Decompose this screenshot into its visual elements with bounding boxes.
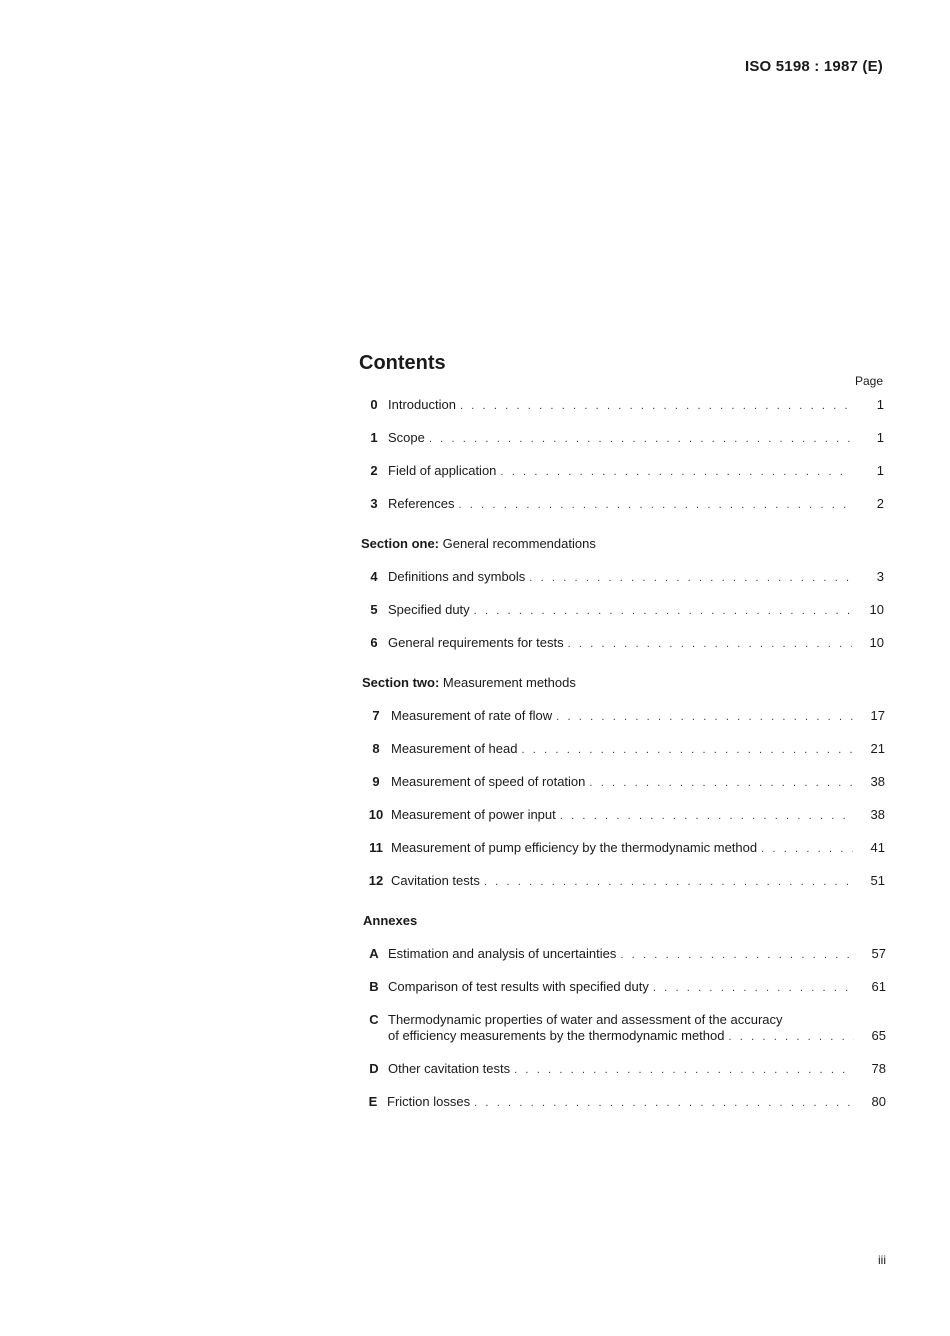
toc-entry-7[interactable] (361, 708, 885, 725)
toc-number: 1 (370, 430, 378, 445)
toc-leader (761, 841, 853, 857)
toc-page: 41 (870, 840, 885, 855)
toc-title: References (388, 496, 455, 511)
toc-leader (728, 1029, 854, 1045)
toc-entry-annex-b[interactable] (360, 979, 886, 996)
toc-title: Introduction (388, 397, 456, 412)
toc-leader (460, 398, 852, 414)
toc-entry-3[interactable] (360, 496, 884, 513)
toc-page: 1 (876, 430, 884, 445)
toc-number: 9 (372, 774, 380, 789)
toc-entry-0[interactable] (360, 397, 884, 414)
toc-leader (560, 808, 853, 824)
toc-page: 1 (876, 463, 884, 478)
section-two-title: Measurement methods (442, 675, 576, 690)
toc-number: 5 (370, 602, 378, 617)
toc-page: 51 (870, 873, 885, 888)
toc-title: Field of application (388, 463, 497, 478)
page-column-label: Page (854, 374, 883, 388)
toc-number: E (368, 1094, 378, 1109)
toc-entry-12[interactable] (361, 873, 885, 890)
section-one-label: Section one: (361, 536, 440, 551)
toc-entry-annex-c[interactable] (360, 1012, 886, 1045)
toc-title: Cavitation tests (391, 873, 480, 888)
toc-title: Measurement of power input (391, 807, 556, 822)
toc-page: 57 (871, 946, 886, 961)
toc-leader (589, 775, 853, 791)
toc-title: Thermodynamic properties of water and assessment of the accuracy (388, 1012, 783, 1027)
section-two-label: Section two: (362, 675, 440, 690)
toc-leader (529, 570, 852, 586)
toc-number: 8 (372, 741, 380, 756)
toc-number: 10 (368, 807, 384, 822)
toc-title-continued: of efficiency measurements by the thermodynamic method (388, 1028, 725, 1043)
toc-title: Estimation and analysis of uncertainties (388, 946, 617, 961)
toc-page: 61 (871, 979, 886, 994)
toc-page: 78 (871, 1061, 886, 1076)
toc-page: 10 (869, 635, 884, 650)
contents-title: Contents (359, 352, 446, 374)
toc-page: 17 (870, 708, 885, 723)
toc-leader (620, 947, 854, 963)
toc-entry-9[interactable] (361, 774, 885, 791)
section-two-heading (362, 675, 576, 690)
toc-number: C (369, 1012, 379, 1027)
toc-page: 38 (870, 807, 885, 822)
toc-entry-4[interactable] (360, 569, 884, 586)
toc-leader (429, 431, 852, 447)
toc-leader (500, 464, 852, 480)
toc-leader (474, 1095, 854, 1111)
section-one-title: General recommendations (442, 536, 596, 551)
toc-entry-annex-e[interactable] (359, 1094, 886, 1111)
toc-page: 10 (869, 602, 884, 617)
toc-leader (556, 709, 853, 725)
toc-number: A (369, 946, 379, 961)
toc-title: Definitions and symbols (388, 569, 526, 584)
toc-number: D (369, 1061, 379, 1076)
toc-page: 1 (876, 397, 884, 412)
toc-title: Specified duty (388, 602, 470, 617)
toc-number: 7 (372, 708, 380, 723)
toc-entry-1[interactable] (360, 430, 884, 447)
toc-number: 2 (370, 463, 378, 478)
document-id: ISO 5198 : 1987 (E) (744, 58, 883, 75)
toc-leader (514, 1062, 854, 1078)
toc-page: 65 (871, 1028, 886, 1043)
toc-entry-10[interactable] (361, 807, 885, 824)
toc-page: 2 (876, 496, 884, 511)
toc-number: B (369, 979, 379, 994)
toc-leader (653, 980, 854, 996)
toc-number: 4 (370, 569, 378, 584)
toc-page: 21 (870, 741, 885, 756)
toc-number: 6 (370, 635, 378, 650)
toc-leader (521, 742, 853, 758)
toc-title: Comparison of test results with specified duty (388, 979, 649, 994)
toc-title: Measurement of head (391, 741, 518, 756)
annexes-label: Annexes (363, 913, 418, 928)
toc-entry-annex-a[interactable] (360, 946, 886, 963)
toc-leader (568, 636, 852, 652)
toc-title: Measurement of rate of flow (391, 708, 553, 723)
toc-leader (484, 874, 853, 890)
toc-title: Scope (388, 430, 425, 445)
toc-title: Friction losses (387, 1094, 471, 1109)
toc-page: 3 (876, 569, 884, 584)
toc-entry-annex-d[interactable] (360, 1061, 886, 1078)
toc-entry-5[interactable] (360, 602, 884, 619)
toc-leader (458, 497, 852, 513)
toc-number: 0 (370, 397, 378, 412)
toc-number: 11 (369, 840, 383, 855)
toc-number: 12 (368, 873, 384, 888)
toc-leader (474, 603, 852, 619)
toc-page: 80 (871, 1094, 886, 1109)
toc-page: 38 (870, 774, 885, 789)
toc-title: Measurement of speed of rotation (391, 774, 586, 789)
toc-number: 3 (370, 496, 378, 511)
section-one-heading (361, 536, 596, 551)
toc-title: Measurement of pump efficiency by the thermodynamic method (391, 840, 758, 855)
toc-entry-8[interactable] (361, 741, 885, 758)
toc-title: Other cavitation tests (388, 1061, 511, 1076)
annexes-heading (363, 913, 417, 928)
toc-entry-11[interactable] (361, 840, 885, 857)
toc-title: General requirements for tests (388, 635, 564, 650)
toc-entry-2[interactable] (360, 463, 884, 480)
page-number: iii (878, 1253, 886, 1267)
toc-entry-6[interactable] (360, 635, 884, 652)
